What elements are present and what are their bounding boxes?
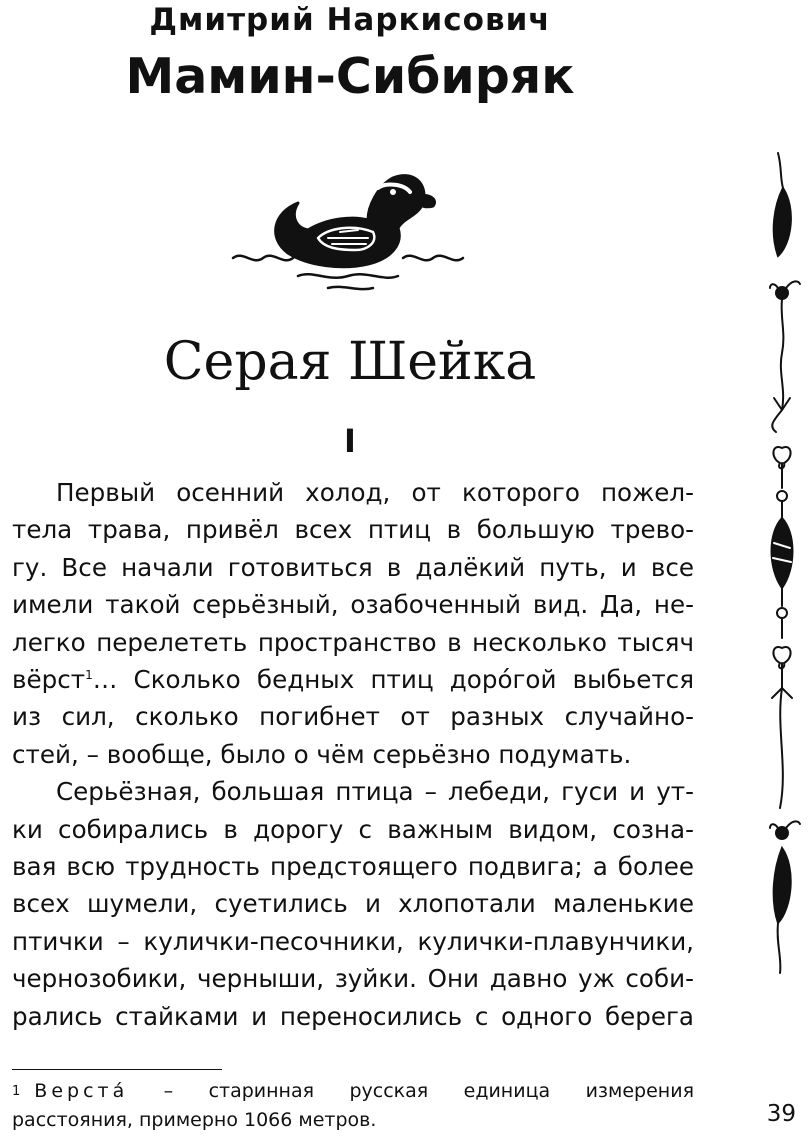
author-last-name: Мамин-Сибиряк [125, 48, 575, 105]
text-line: ки собирались в дорогу с важным видом, созна- [12, 814, 694, 844]
text-fragment: … Сколько бедных птиц доро́гой выбьется [92, 665, 694, 695]
text-line: легко перелететь пространство в несколько тысяч [12, 627, 694, 657]
text-line: стей, – вообще, было о чём серьёзно подумать. [12, 739, 632, 769]
chapter-number: I [344, 422, 356, 460]
text-line: тела трава, привёл всех птиц в большую трево- [12, 515, 694, 545]
text-line: всех шумели, суетились и хлопотали маленькие [12, 889, 694, 919]
text-line: гу. Все начали готовиться в далёкий путь, и все [12, 552, 694, 582]
author-first-name: Дмитрий Наркисович [149, 2, 551, 38]
footnote-line [12, 1077, 694, 1106]
text-line: Первый осенний холод, от которого пожел- [56, 478, 694, 507]
story-title: Серая Шейка [163, 332, 537, 392]
text-line: из сил, сколько погибнет от разных случайно- [12, 702, 694, 732]
footnote-divider [12, 1069, 222, 1070]
footnote-text: – старинная русская единица измерения [128, 1080, 694, 1102]
story-body [12, 474, 694, 1035]
folk-floral-border-icon [756, 148, 810, 978]
text-line: вая всю трудность предстоящего подвига; а более [12, 852, 694, 882]
page-number: 39 [766, 1101, 796, 1127]
text-line: птички – кулички-песочники, кулички-плавунчики, [12, 926, 694, 956]
footnote-number: 1 [12, 1084, 21, 1099]
footnote-term: Верста́ [34, 1080, 129, 1102]
footnote [12, 1077, 694, 1135]
text-fragment: вёрст [12, 665, 86, 695]
text-line: Серьёзная, большая птица – лебеди, гуси и ут- [56, 777, 694, 807]
text-line: рались стайками и переносились с одного берега [12, 1001, 694, 1031]
text-line [12, 661, 694, 698]
text-line: чернозобики, черныши, зуйки. Они давно уж соби- [12, 964, 694, 994]
text-line: имели такой серьёзный, озабоченный вид. Да, не- [12, 590, 694, 620]
duck-on-water-icon [228, 158, 468, 298]
footnote-line: расстояния, примерно 1066 метров. [12, 1109, 377, 1131]
footnote-reference: 1 [85, 667, 93, 682]
